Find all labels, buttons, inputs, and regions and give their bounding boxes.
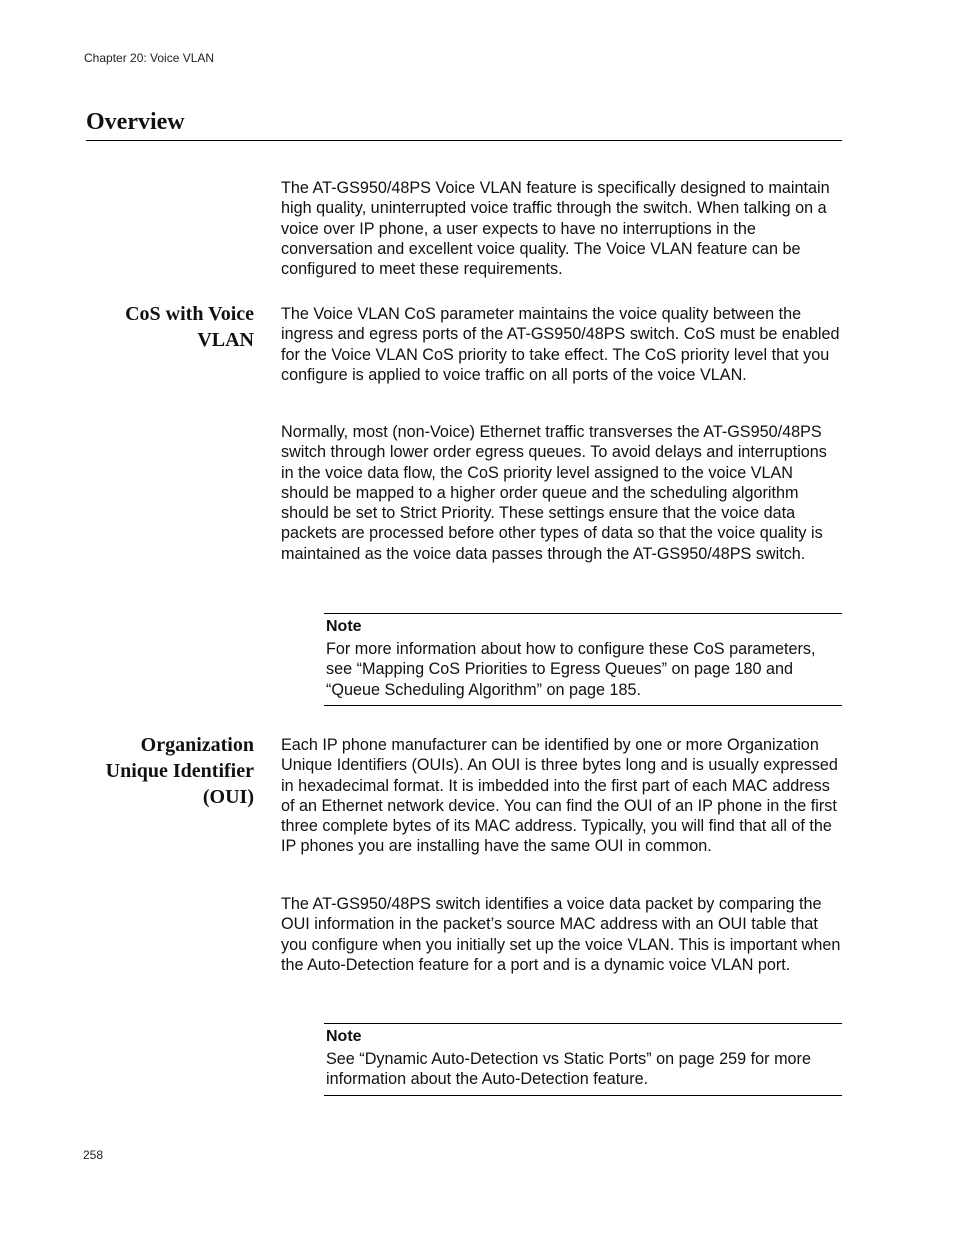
title-divider [86,140,842,141]
section-heading-oui-line2: Unique Identifier [105,760,254,782]
section-heading-oui-line1: Organization [140,734,254,756]
oui-paragraph-1: Each IP phone manufacturer can be identified by one or more Organization Unique Identifiers (OUIs). An OUI is three bytes long and is usually expressed in hexadecimal format. It is imbedded into the first part of each MAC address of an Ethernet network device. You can find the OUI of an IP phone in the first three complete bytes of its MAC address. Typically, you will find that all of the IP phones you are installing have the same OUI in common. [281,736,838,856]
oui-note-text: See “Dynamic Auto-Detection vs Static Ports” on page 259 for more information about the Auto-Detection feature. [326,1050,811,1089]
page-number: 258 [83,1148,104,1162]
running-header: Chapter 20: Voice VLAN [84,51,215,65]
page-title: Overview [86,109,185,135]
oui-paragraph-2: The AT-GS950/48PS switch identifies a voice data packet by comparing the OUI information in the packet’s source MAC address with an OUI table that you configure when you initially set up the voice VLAN. This is important when the Auto-Detection feature for a port and is a dynamic voice VLAN port. [281,895,841,974]
cos-paragraph-2: Normally, most (non-Voice) Ethernet traffic transverses the AT-GS950/48PS switch through lower order egress queues. To avoid delays and interruptions in the voice data flow, the CoS priority level assigned to the voice VLAN should be mapped to a higher order queue and the scheduling algorithm should be set to Strict Priority. These settings ensure that the voice data packets are processed before other types of data so that the voice quality is maintained as the voice data passes through the AT-GS950/48PS switch. [281,423,827,563]
cos-paragraph-1: The Voice VLAN CoS parameter maintains the voice quality between the ingress and egress ports of the AT-GS950/48PS switch. CoS must be enabled for the Voice VLAN CoS priority to take effect. The CoS priority level that you configure is applied to voice traffic on all ports of the voice VLAN. [281,305,840,384]
section-heading-oui-line3: (OUI) [202,786,254,808]
section-heading-cos [60,301,254,353]
oui-note-title: Note [326,1028,362,1045]
section-heading-cos-line2: VLAN [197,329,254,351]
oui-note [324,1023,842,1096]
cos-note-title: Note [326,618,362,635]
cos-note-text: For more information about how to configure these CoS parameters, see “Mapping CoS Priorities to Egress Queues” on page 180 and “Queue Scheduling Algorithm” on page 185. [326,640,816,699]
intro-paragraph: The AT-GS950/48PS Voice VLAN feature is specifically designed to maintain high quality, uninterrupted voice traffic through the switch. When talking on a voice over IP phone, a user expects to have no interruptions in the conversation and excellent voice quality. The Voice VLAN feature can be configured to meet these requirements. [281,179,830,279]
cos-note [324,613,842,706]
section-heading-oui [60,732,254,810]
section-heading-cos-line1: CoS with Voice [125,303,254,325]
